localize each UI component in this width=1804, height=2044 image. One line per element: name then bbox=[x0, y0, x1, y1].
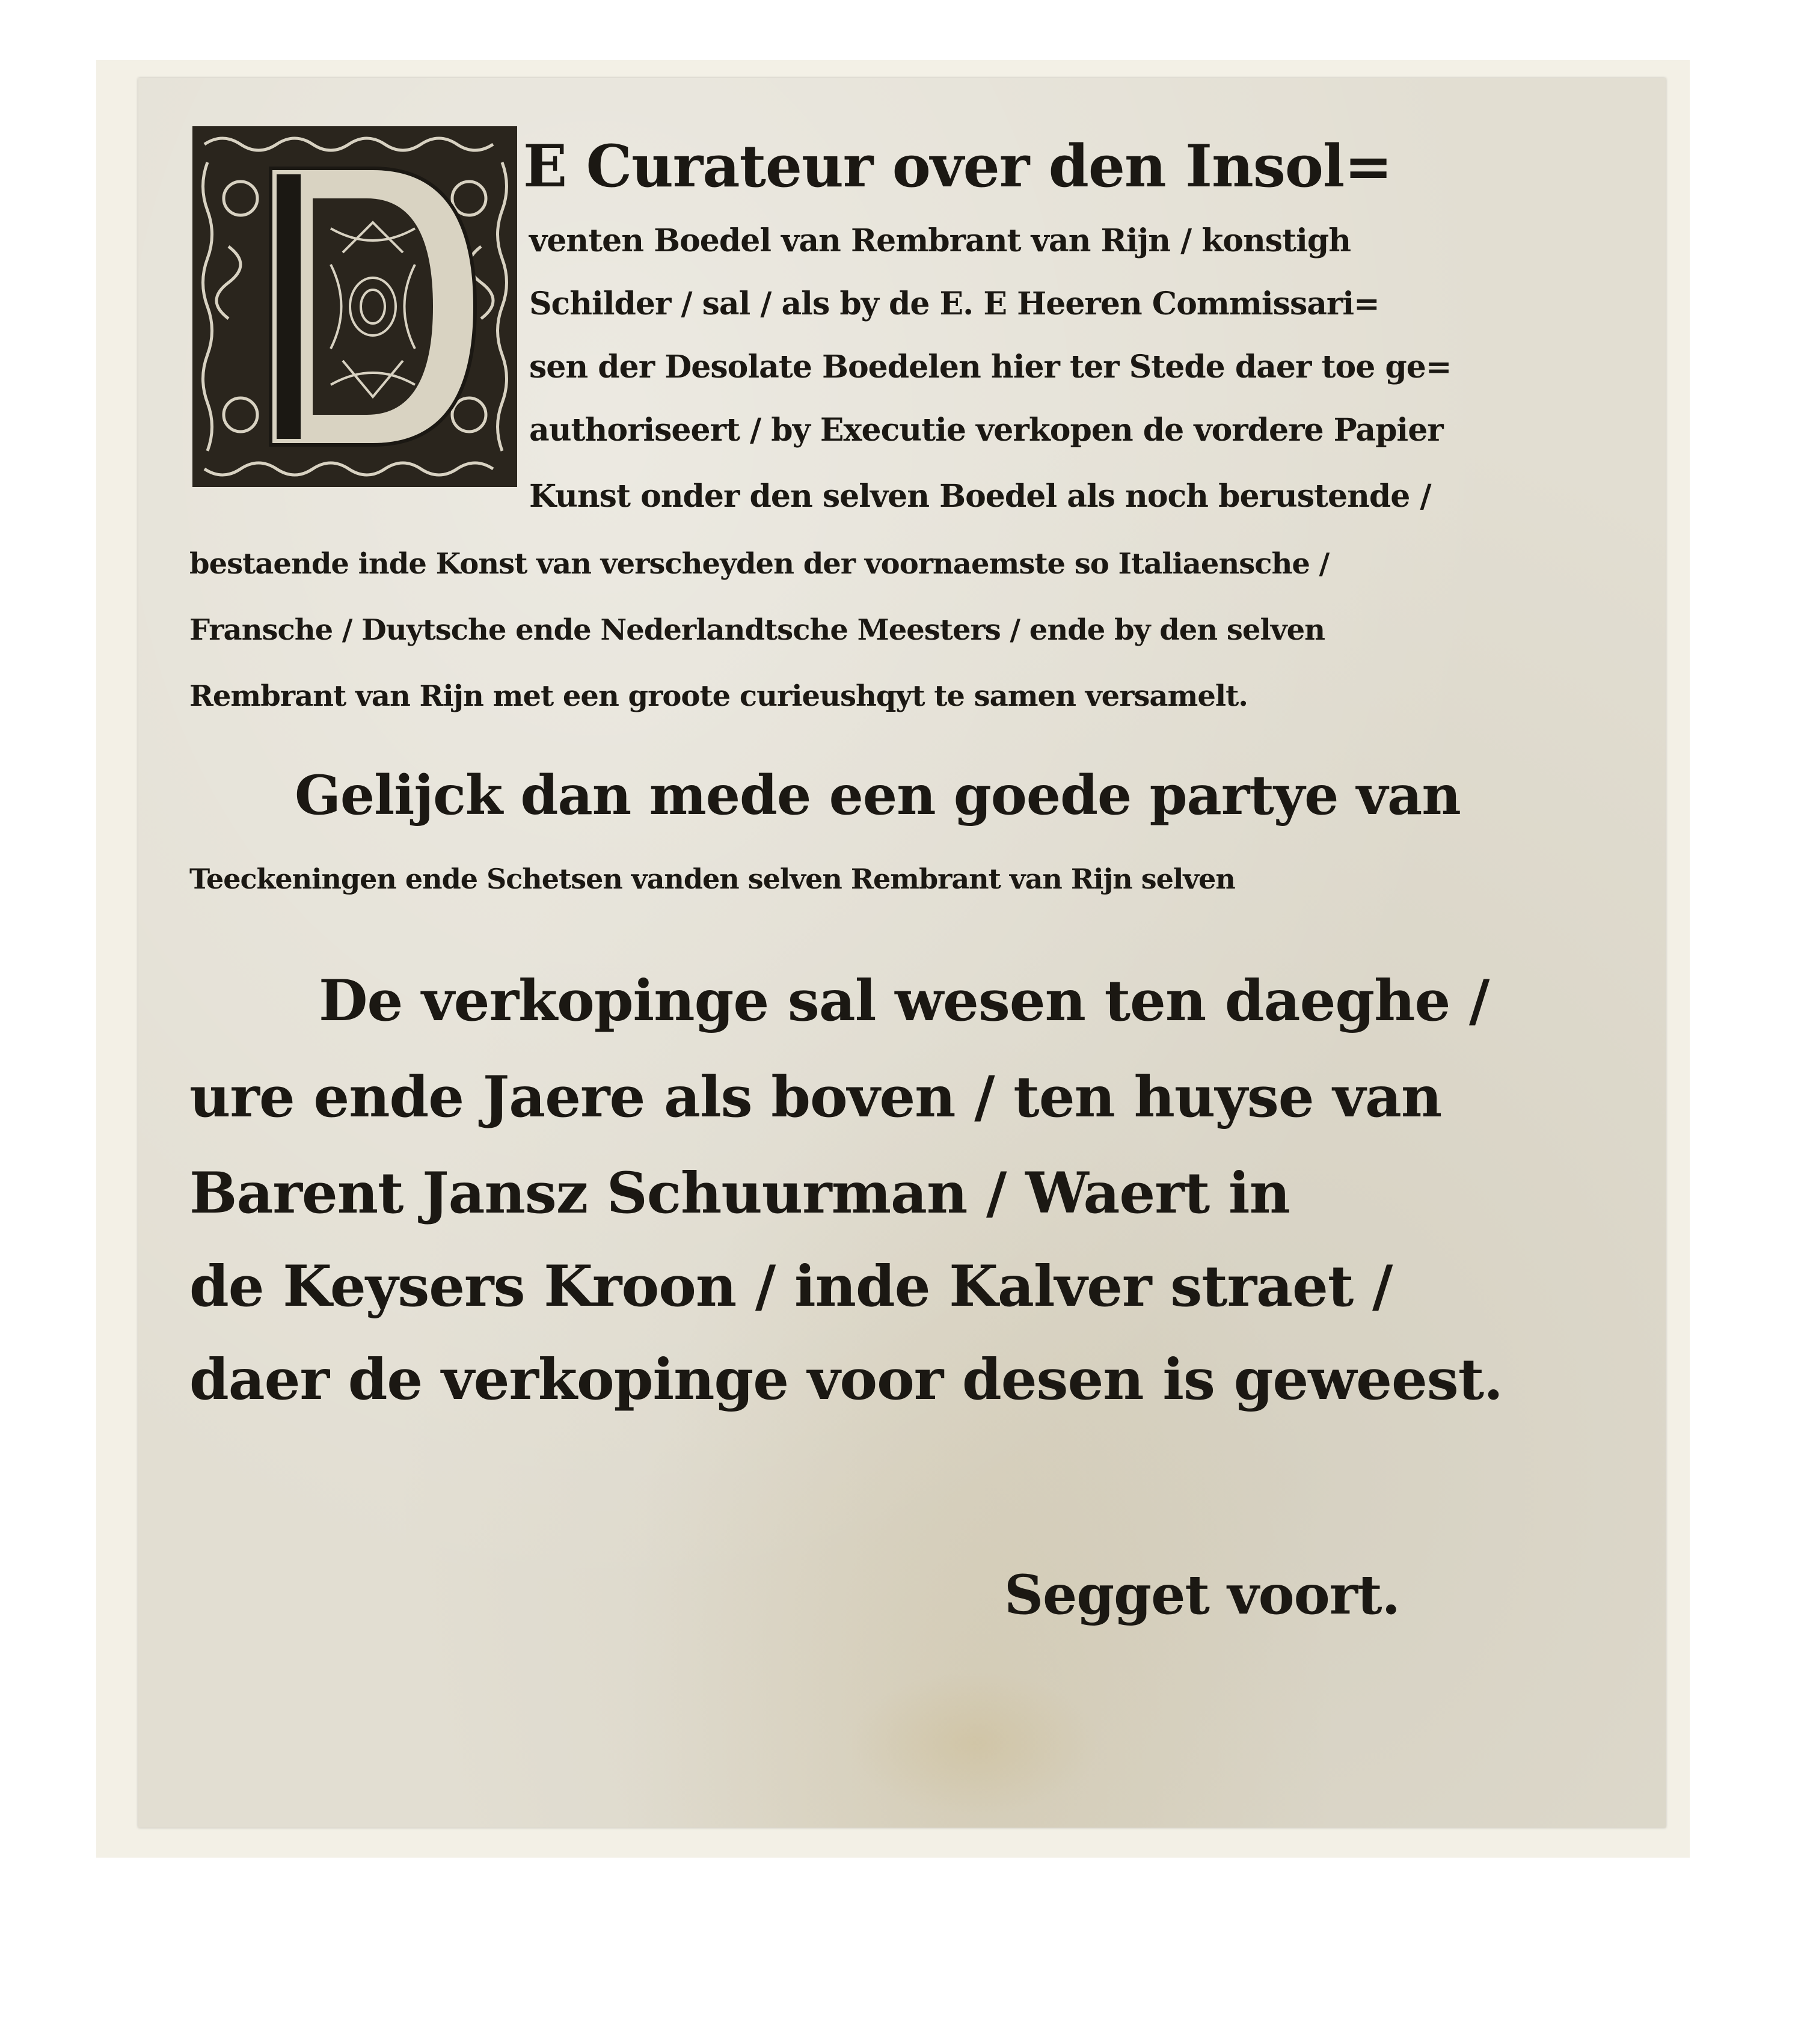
heading-line-1: E Curateur over den Insol= bbox=[523, 132, 1392, 200]
text-line-4: sen der Desolate Boedelen hier ter Stede daer toe ge= bbox=[529, 349, 1452, 385]
text-line-3: Schilder / sal / als by de E. E Heeren Commissari= bbox=[529, 286, 1379, 322]
sale-line-1: De verkopinge sal wesen ten daeghe / bbox=[319, 968, 1490, 1034]
sale-line-5: daer de verkopinge voor desen is geweest. bbox=[189, 1347, 1503, 1413]
text-line-6: Kunst onder den selven Boedel als noch berustende / bbox=[529, 478, 1431, 515]
sale-line-2: ure ende Jaere als boven / ten huyse van bbox=[189, 1064, 1442, 1130]
subheading-line-1: Gelijck dan mede een goede partye van bbox=[295, 763, 1461, 827]
printed-sheet bbox=[138, 78, 1666, 1828]
text-line-5: authoriseert / by Executie verkopen de vordere Papier bbox=[529, 412, 1443, 448]
text-line-8: Fransche / Duytsche ende Nederlandtsche Meesters / ende by den selven bbox=[189, 613, 1325, 647]
text-line-2: venten Boedel van Rembrant van Rijn / konstigh bbox=[529, 222, 1351, 259]
subheading-line-2: Teeckeningen ende Schetsen vanden selven Rembrant van Rijn selven bbox=[189, 863, 1235, 895]
text-line-9: Rembrant van Rijn met een groote curieushqyt te samen versamelt. bbox=[189, 679, 1248, 713]
sale-line-3: Barent Jansz Schuurman / Waert in bbox=[189, 1160, 1290, 1226]
text-line-7: bestaende inde Konst van verscheyden der voornaemste so Italiaensche / bbox=[189, 547, 1330, 581]
water-stain bbox=[848, 1671, 1100, 1816]
sale-line-4: de Keysers Kroon / inde Kalver straet / bbox=[189, 1253, 1393, 1320]
ornamental-initial-icon bbox=[192, 126, 517, 487]
closing-line: Segget voort. bbox=[1004, 1563, 1400, 1627]
